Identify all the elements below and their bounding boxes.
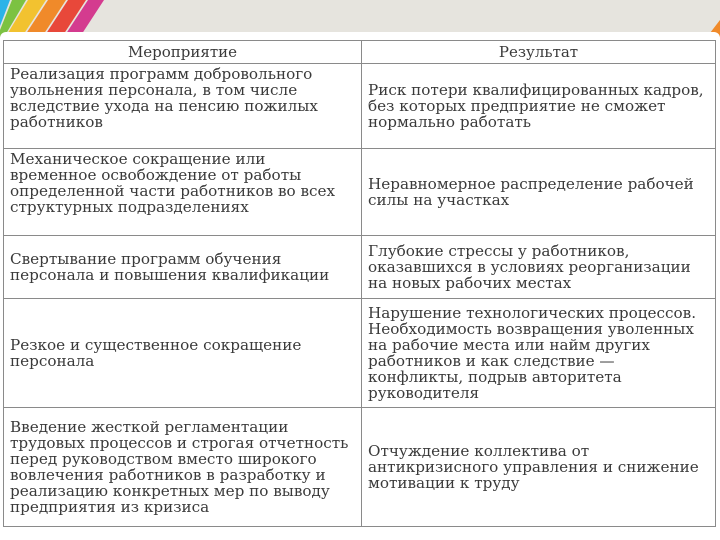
measures-results-table bbox=[3, 40, 716, 527]
column-header-result: Результат bbox=[362, 41, 716, 64]
table-row bbox=[4, 408, 716, 527]
measure-cell: Реализация программ добровольного увольнения персонала, в том числе вследствие ухода на пенсию пожилых работников bbox=[4, 64, 362, 149]
table-row bbox=[4, 299, 716, 408]
table-row bbox=[4, 64, 716, 149]
table-header-row bbox=[4, 41, 716, 64]
result-cell: Неравномерное распределение рабочей силы на участках bbox=[362, 149, 716, 236]
measure-cell: Резкое и существенное сокращение персонала bbox=[4, 299, 362, 408]
result-cell: Риск потери квалифицированных кадров, без которых предприятие не сможет нормально работать bbox=[362, 64, 716, 149]
measure-cell: Свертывание программ обучения персонала и повышения квалификации bbox=[4, 236, 362, 299]
measure-cell: Введение жесткой регламентации трудовых процессов и строгая отчетность перед руководством вместо широкого вовлечения работников в разработку и реализацию конкретных мер по выводу предприятия из кризиса bbox=[4, 408, 362, 527]
table-row bbox=[4, 236, 716, 299]
measure-cell: Механическое сокращение или временное освобождение от работы определенной части работников во всех структурных подразделениях bbox=[4, 149, 362, 236]
result-cell: Глубокие стрессы у работников, оказавшихся в условиях реорганизации на новых рабочих местах bbox=[362, 236, 716, 299]
table-row bbox=[4, 149, 716, 236]
result-cell: Отчуждение коллектива от антикризисного управления и снижение мотивации к труду bbox=[362, 408, 716, 527]
column-header-measure: Мероприятие bbox=[4, 41, 362, 64]
result-cell: Нарушение технологических процессов. Необходимость возвращения уволенных на рабочие места или найм других работников и как следствие — конфликты, подрыв авторитета руководителя bbox=[362, 299, 716, 408]
